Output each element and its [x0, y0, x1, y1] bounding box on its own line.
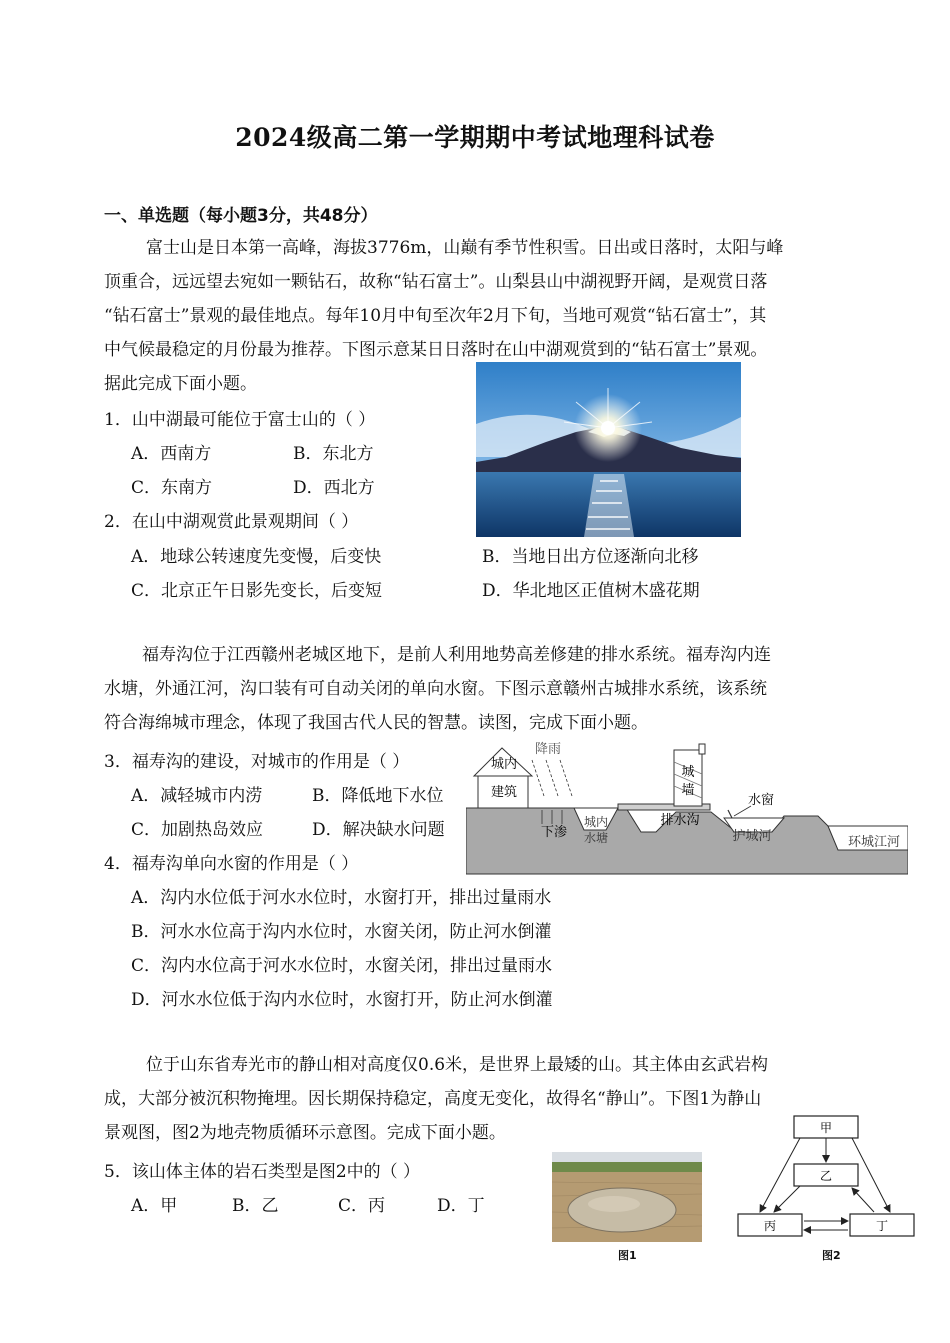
label-rain: 降雨 [534, 742, 562, 757]
passage-line: 富士山是日本第一高峰，海拔3776m，山巅有季节性积雪。日出或日落时，太阳与峰 [146, 238, 784, 258]
q5-option-b[interactable]: B．乙 [232, 1196, 279, 1216]
jingshan-photo [552, 1152, 702, 1242]
q3-option-d[interactable]: D．解决缺水问题 [312, 820, 445, 840]
box-label-yi: 乙 [819, 1169, 833, 1183]
q1-option-c[interactable]: C．东南方 [131, 478, 213, 498]
label-wall-2: 墙 [681, 783, 695, 798]
q3-option-a[interactable]: A．减轻城市内涝 [131, 786, 263, 806]
figure-1-caption: 图1 [618, 1249, 637, 1262]
question-4: 4．福寿沟单向水窗的作用是（ ） [104, 854, 359, 874]
label-building-2: 建筑 [490, 785, 518, 800]
label-ditch: 排水沟 [660, 813, 700, 828]
q5-option-d[interactable]: D．丁 [437, 1196, 485, 1216]
fuji-photo [476, 362, 741, 537]
q2-option-d[interactable]: D．华北地区正值树木盛花期 [482, 581, 700, 601]
passage-line: 顶重合，远远望去宛如一颗钻石，故称“钻石富士”。山梨县山中湖视野开阔，是观赏日落 [104, 272, 768, 292]
question-1: 1．山中湖最可能位于富士山的（ ） [104, 410, 376, 430]
passage-line: 福寿沟位于江西赣州老城区地下，是前人利用地势高差修建的排水系统。福寿沟内连 [142, 645, 771, 665]
q3-option-b[interactable]: B．降低地下水位 [312, 786, 444, 806]
question-3: 3．福寿沟的建设，对城市的作用是（ ） [104, 752, 410, 772]
label-window: 水窗 [748, 793, 775, 808]
box-label-jia: 甲 [819, 1121, 833, 1135]
section-heading: 一、单选题（每小题3分，共48分） [104, 206, 378, 226]
rock-cycle-diagram [734, 1112, 920, 1242]
label-seep: 下渗 [540, 825, 568, 840]
label-moat: 护城河 [732, 829, 772, 844]
figure-2-caption: 图2 [822, 1249, 841, 1262]
label-pond-2: 水塘 [583, 831, 609, 845]
q5-option-c[interactable]: C．丙 [338, 1196, 386, 1216]
passage-line: 符合海绵城市理念，体现了我国古代人民的智慧。读图，完成下面小题。 [104, 713, 648, 733]
q4-option-b[interactable]: B．河水水位高于沟内水位时，水窗关闭，防止河水倒灌 [131, 922, 552, 942]
q1-option-d[interactable]: D．西北方 [293, 478, 375, 498]
label-building-1: 城内 [490, 757, 518, 772]
label-wall-1: 城 [681, 765, 695, 780]
passage-line: 中气候最稳定的月份最为推荐。下图示意某日日落时在山中湖观赏到的“钻石富士”景观。 [104, 340, 768, 360]
question-2: 2．在山中湖观赏此景观期间（ ） [104, 512, 359, 532]
passage-line: 景观图，图2为地壳物质循环示意图。完成下面小题。 [104, 1123, 506, 1143]
passage-line: 水塘，外通江河，沟口装有可自动关闭的单向水窗。下图示意赣州古城排水系统，该系统 [104, 679, 767, 699]
label-river: 环城江河 [847, 835, 901, 850]
q4-option-a[interactable]: A．沟内水位低于河水水位时，水窗打开，排出过量雨水 [131, 888, 552, 908]
q2-option-a[interactable]: A．地球公转速度先变慢，后变快 [131, 547, 382, 567]
passage-line: 成，大部分被沉积物掩埋。因长期保持稳定，高度无变化，故得名“静山”。下图1为静山 [104, 1089, 762, 1109]
q5-option-a[interactable]: A．甲 [131, 1196, 178, 1216]
q4-option-c[interactable]: C．沟内水位高于河水水位时，水窗关闭，排出过量雨水 [131, 956, 553, 976]
q2-option-c[interactable]: C．北京正午日影先变长，后变短 [131, 581, 383, 601]
drainage-diagram [466, 740, 908, 876]
box-label-ding: 丁 [875, 1219, 889, 1233]
q4-option-d[interactable]: D．河水水位低于沟内水位时，水窗打开，防止河水倒灌 [131, 990, 553, 1010]
question-5: 5．该山体主体的岩石类型是图2中的（ ） [104, 1162, 421, 1182]
passage-2 [104, 638, 846, 740]
label-pond-1: 城内 [583, 815, 609, 829]
passage-line: “钻石富士”景观的最佳地点。每年10月中旬至次年2月下旬，当地可观赏“钻石富士”，其 [104, 306, 767, 326]
q1-option-a[interactable]: A．西南方 [131, 444, 212, 464]
q2-option-b[interactable]: B．当地日出方位逐渐向北移 [482, 547, 699, 567]
passage-line: 位于山东省寿光市的静山相对高度仅0.6米，是世界上最矮的山。其主体由玄武岩构 [146, 1055, 769, 1075]
box-label-bing: 丙 [763, 1219, 777, 1233]
passage-line: 据此完成下面小题。 [104, 374, 257, 394]
q1-option-b[interactable]: B．东北方 [293, 444, 374, 464]
page-title: 2024级高二第一学期期中考试地理科试卷 [235, 123, 715, 152]
q3-option-c[interactable]: C．加剧热岛效应 [131, 820, 264, 840]
